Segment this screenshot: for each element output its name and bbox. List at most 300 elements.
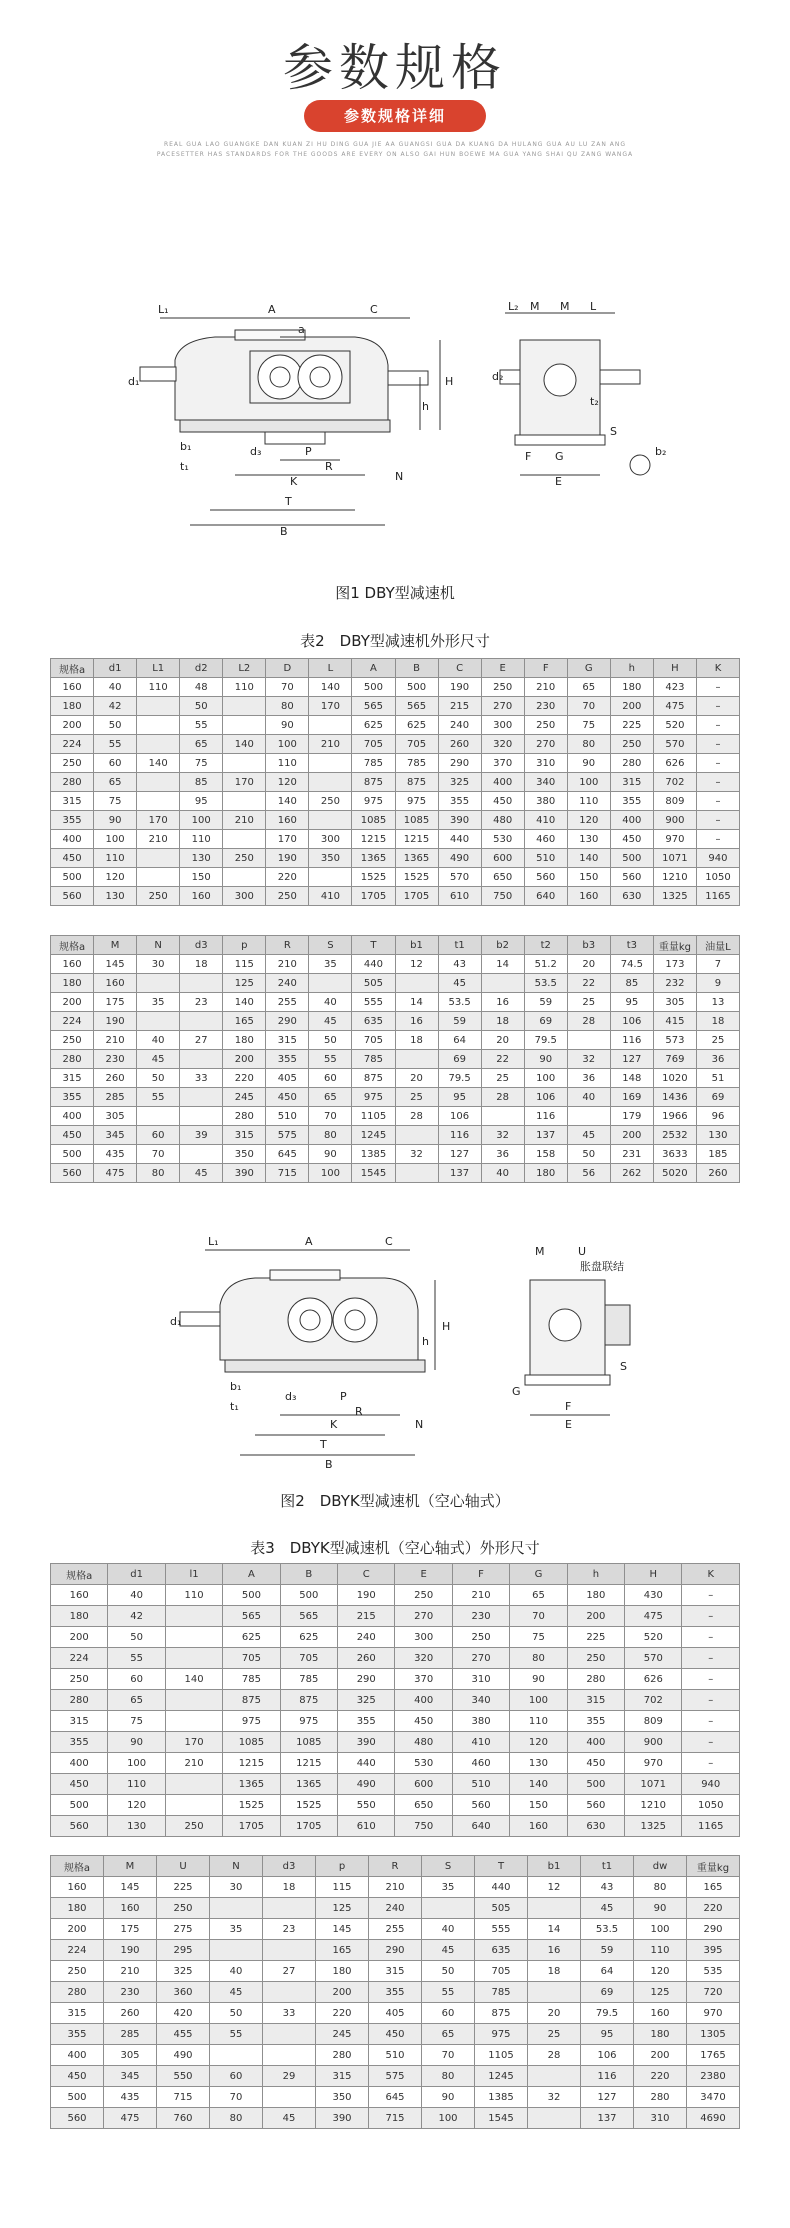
table-cell: 22: [567, 974, 610, 993]
table-cell: 355: [338, 1711, 395, 1732]
table-row: [51, 2066, 740, 2087]
table-cell: 280: [223, 1107, 266, 1126]
table-cell: [263, 1940, 316, 1961]
table-cell: 970: [653, 830, 696, 849]
table-cell: 30: [210, 1877, 263, 1898]
table-cell: 115: [223, 955, 266, 974]
table-cell: 645: [369, 2087, 422, 2108]
svg-text:A: A: [305, 1235, 313, 1248]
table-cell: 180: [51, 1606, 108, 1627]
table-cell: 200: [567, 1606, 624, 1627]
table-cell: 250: [51, 1669, 108, 1690]
table-cell: 160: [104, 1898, 157, 1919]
table-cell: 90: [94, 811, 137, 830]
column-header: D: [266, 659, 309, 678]
table-cell: 120: [94, 868, 137, 887]
table-cell: [567, 1107, 610, 1126]
table-cell: 1385: [475, 2087, 528, 2108]
table-cell: [180, 1088, 223, 1107]
table-cell: 400: [51, 1753, 108, 1774]
column-header: R: [266, 936, 309, 955]
table3-dims-2: [50, 1855, 740, 2129]
table-cell: 280: [51, 773, 94, 792]
table-cell: 475: [625, 1606, 682, 1627]
table-cell: 460: [524, 830, 567, 849]
table-cell: 255: [369, 1919, 422, 1940]
table-cell: 160: [51, 678, 94, 697]
table-cell: 69: [696, 1088, 739, 1107]
table-cell: 270: [481, 697, 524, 716]
svg-text:d₃: d₃: [250, 445, 262, 458]
table-cell: 440: [338, 1753, 395, 1774]
table2-dims-2: [50, 935, 740, 1183]
table-cell: [165, 1774, 222, 1795]
svg-text:胀盘联结: 胀盘联结: [580, 1260, 624, 1273]
table-cell: 25: [567, 993, 610, 1012]
table-cell: 510: [266, 1107, 309, 1126]
table-cell: 1545: [475, 2108, 528, 2129]
table-cell: 120: [510, 1732, 567, 1753]
table-cell: 32: [567, 1050, 610, 1069]
table-cell: 1325: [653, 887, 696, 906]
column-header: dw: [634, 1856, 687, 1877]
table-cell: 220: [223, 1069, 266, 1088]
table-cell: 45: [263, 2108, 316, 2129]
table-cell: 130: [108, 1816, 165, 1837]
table-cell: 355: [610, 792, 653, 811]
table-cell: 190: [104, 1940, 157, 1961]
figure1-drawing: [120, 285, 680, 545]
table-cell: 640: [452, 1816, 509, 1837]
table-cell: 280: [567, 1669, 624, 1690]
table-cell: 1105: [475, 2045, 528, 2066]
table-cell: 200: [316, 1982, 369, 2003]
column-header: b1: [528, 1856, 581, 1877]
table-cell: 60: [309, 1069, 352, 1088]
table-cell: 560: [452, 1795, 509, 1816]
table-cell: 1705: [280, 1816, 337, 1837]
table-cell: 165: [687, 1877, 740, 1898]
column-header: t1: [581, 1856, 634, 1877]
table-cell: 224: [51, 1648, 108, 1669]
table-cell: 180: [567, 1585, 624, 1606]
table-cell: 60: [94, 754, 137, 773]
table-cell: 290: [687, 1919, 740, 1940]
table-cell: 300: [395, 1627, 452, 1648]
table-cell: 260: [338, 1648, 395, 1669]
table-cell: 355: [51, 1732, 108, 1753]
table-cell: 45: [210, 1982, 263, 2003]
table-cell: 340: [452, 1690, 509, 1711]
table-cell: 360: [157, 1982, 210, 2003]
table-cell: 14: [395, 993, 438, 1012]
table-cell: [567, 1031, 610, 1050]
table-cell: 240: [438, 716, 481, 735]
table-cell: [165, 1795, 222, 1816]
table-cell: 250: [524, 716, 567, 735]
table-cell: 705: [352, 1031, 395, 1050]
table-cell: 180: [610, 678, 653, 697]
table-cell: 520: [625, 1627, 682, 1648]
table-cell: 137: [524, 1126, 567, 1145]
table-row: [51, 1606, 740, 1627]
table-cell: 29: [263, 2066, 316, 2087]
table-cell: 1210: [653, 868, 696, 887]
table-cell: 125: [316, 1898, 369, 1919]
table-cell: [137, 849, 180, 868]
table-cell: 215: [338, 1606, 395, 1627]
table-row: [51, 1012, 740, 1031]
table-cell: 702: [625, 1690, 682, 1711]
table-cell: 27: [180, 1031, 223, 1050]
table-cell: 645: [266, 1145, 309, 1164]
svg-text:h: h: [422, 1335, 429, 1348]
table-cell: 116: [610, 1031, 653, 1050]
table-cell: 260: [438, 735, 481, 754]
table-row: [51, 754, 740, 773]
table-cell: 65: [510, 1585, 567, 1606]
table-cell: 160: [51, 1585, 108, 1606]
table-cell: 610: [338, 1816, 395, 1837]
table-row: [51, 2003, 740, 2024]
table-cell: 69: [438, 1050, 481, 1069]
table-cell: 300: [309, 830, 352, 849]
table-cell: 70: [510, 1606, 567, 1627]
table-cell: 175: [94, 993, 137, 1012]
table-cell: 440: [352, 955, 395, 974]
table-cell: 450: [266, 1088, 309, 1107]
table-cell: 150: [180, 868, 223, 887]
table-cell: 220: [687, 1898, 740, 1919]
column-header: d1: [94, 659, 137, 678]
table-cell: 50: [180, 697, 223, 716]
table-cell: 220: [316, 2003, 369, 2024]
table-cell: 500: [280, 1585, 337, 1606]
table-cell: 12: [395, 955, 438, 974]
table-row: [51, 1050, 740, 1069]
table-cell: 210: [165, 1753, 222, 1774]
table-cell: 1525: [223, 1795, 280, 1816]
table-cell: 550: [338, 1795, 395, 1816]
table-cell: 95: [180, 792, 223, 811]
table-cell: 116: [438, 1126, 481, 1145]
table-cell: 500: [51, 2087, 104, 2108]
table-cell: 158: [524, 1145, 567, 1164]
table-cell: 450: [51, 849, 94, 868]
column-header: A: [223, 1564, 280, 1585]
column-header: d3: [263, 1856, 316, 1877]
table-cell: 769: [653, 1050, 696, 1069]
table-cell: 300: [481, 716, 524, 735]
table-cell: 610: [438, 887, 481, 906]
table-cell: 1165: [696, 887, 739, 906]
table-row: [51, 993, 740, 1012]
table-cell: [137, 773, 180, 792]
table-cell: [223, 754, 266, 773]
table-cell: 400: [567, 1732, 624, 1753]
table-cell: 127: [581, 2087, 634, 2108]
table-cell: 50: [567, 1145, 610, 1164]
table-cell: 1245: [352, 1126, 395, 1145]
table-cell: 59: [524, 993, 567, 1012]
table-cell: 450: [610, 830, 653, 849]
table-cell: 415: [653, 1012, 696, 1031]
table-cell: 200: [223, 1050, 266, 1069]
table-cell: 1215: [352, 830, 395, 849]
column-header: p: [223, 936, 266, 955]
table-cell: 50: [94, 716, 137, 735]
table-cell: 130: [696, 1126, 739, 1145]
table-row: [51, 2087, 740, 2108]
table-cell: [180, 974, 223, 993]
table-cell: 14: [481, 955, 524, 974]
table-cell: 39: [180, 1126, 223, 1145]
column-header: L: [309, 659, 352, 678]
table-cell: 35: [137, 993, 180, 1012]
table-cell: [223, 792, 266, 811]
table-cell: 315: [316, 2066, 369, 2087]
svg-text:M: M: [530, 300, 540, 313]
table-cell: 170: [165, 1732, 222, 1753]
table-cell: 270: [524, 735, 567, 754]
svg-text:F: F: [525, 450, 532, 463]
table-cell: 355: [51, 2024, 104, 2045]
table-cell: 130: [180, 849, 223, 868]
column-header: d1: [108, 1564, 165, 1585]
table-cell: 110: [108, 1774, 165, 1795]
table-cell: [165, 1690, 222, 1711]
table-cell: 490: [338, 1774, 395, 1795]
table-cell: 250: [223, 849, 266, 868]
table-cell: 400: [51, 830, 94, 849]
table-cell: 490: [438, 849, 481, 868]
column-header: B: [395, 659, 438, 678]
table-cell: 180: [51, 697, 94, 716]
table-cell: 315: [266, 1031, 309, 1050]
table-cell: 210: [137, 830, 180, 849]
table-cell: 315: [223, 1126, 266, 1145]
table-cell: 875: [352, 773, 395, 792]
table-cell: 75: [94, 792, 137, 811]
table-cell: [223, 868, 266, 887]
table-cell: 1085: [395, 811, 438, 830]
table-cell: 3470: [687, 2087, 740, 2108]
table-cell: [263, 2045, 316, 2066]
table-row: [51, 830, 740, 849]
table-cell: 3633: [653, 1145, 696, 1164]
table-cell: 560: [610, 868, 653, 887]
table-cell: 705: [352, 735, 395, 754]
table-cell: 400: [481, 773, 524, 792]
table-cell: 190: [266, 849, 309, 868]
table-cell: 410: [524, 811, 567, 830]
table-cell: 65: [309, 1088, 352, 1107]
table-row: [51, 2024, 740, 2045]
table-cell: –: [682, 1753, 740, 1774]
table-cell: –: [696, 792, 739, 811]
table-cell: 40: [210, 1961, 263, 1982]
table-cell: 305: [104, 2045, 157, 2066]
table-cell: 345: [94, 1126, 137, 1145]
table-cell: 36: [481, 1145, 524, 1164]
table-cell: 475: [104, 2108, 157, 2129]
column-header: 规格a: [51, 1564, 108, 1585]
table-cell: –: [696, 773, 739, 792]
table-cell: 43: [438, 955, 481, 974]
table-cell: 560: [51, 887, 94, 906]
table-cell: 290: [438, 754, 481, 773]
table-cell: –: [696, 754, 739, 773]
column-header: M: [94, 936, 137, 955]
table-cell: 120: [567, 811, 610, 830]
table-cell: 210: [309, 735, 352, 754]
table-cell: 210: [452, 1585, 509, 1606]
table-row: [51, 1982, 740, 2003]
table-cell: 4690: [687, 2108, 740, 2129]
table-cell: 565: [223, 1606, 280, 1627]
table-cell: 410: [452, 1732, 509, 1753]
table-cell: 180: [316, 1961, 369, 1982]
svg-text:L₁: L₁: [208, 1235, 219, 1248]
table-row: [51, 1031, 740, 1050]
table-cell: 106: [610, 1012, 653, 1031]
fine-print-line-1: REAL GUA LAO GUANGKE DAN KUAN ZI HU DING GUA JIE AA GUANGSI GUA DA KUANG DA HULANG GUA AU LU ZAN ANG: [163, 141, 627, 148]
table-cell: 250: [51, 754, 94, 773]
table-cell: 45: [438, 974, 481, 993]
column-header: 油量L: [696, 936, 739, 955]
table-cell: 280: [316, 2045, 369, 2066]
table-cell: 145: [94, 955, 137, 974]
svg-text:F: F: [565, 1400, 572, 1413]
column-header: T: [352, 936, 395, 955]
table-cell: 200: [634, 2045, 687, 2066]
table-cell: 260: [94, 1069, 137, 1088]
table-row: [51, 1919, 740, 1940]
table-cell: 200: [51, 716, 94, 735]
table-cell: 40: [108, 1585, 165, 1606]
table-cell: 625: [352, 716, 395, 735]
table-cell: 59: [438, 1012, 481, 1031]
table-cell: 95: [438, 1088, 481, 1107]
column-header: d2: [180, 659, 223, 678]
table-cell: –: [682, 1627, 740, 1648]
column-header: R: [369, 1856, 422, 1877]
table-cell: 285: [104, 2024, 157, 2045]
table-cell: 90: [524, 1050, 567, 1069]
table-cell: 59: [581, 1940, 634, 1961]
table-cell: 450: [369, 2024, 422, 2045]
table-cell: [395, 1126, 438, 1145]
column-header: t3: [610, 936, 653, 955]
figure2-side-view: [525, 1280, 630, 1415]
table-cell: 280: [634, 2087, 687, 2108]
table-cell: 490: [157, 2045, 210, 2066]
table-cell: 310: [452, 1669, 509, 1690]
table-cell: 230: [94, 1050, 137, 1069]
column-header: F: [524, 659, 567, 678]
svg-text:a: a: [298, 323, 305, 336]
column-header: t2: [524, 936, 567, 955]
table-cell: 340: [524, 773, 567, 792]
table-cell: 100: [510, 1690, 567, 1711]
table-cell: [223, 830, 266, 849]
table-cell: 305: [653, 993, 696, 1012]
table-cell: 1525: [280, 1795, 337, 1816]
table-cell: 42: [108, 1606, 165, 1627]
table-cell: 25: [395, 1088, 438, 1107]
table-cell: 96: [696, 1107, 739, 1126]
table-cell: 500: [352, 678, 395, 697]
table-cell: 90: [422, 2087, 475, 2108]
column-header: b2: [481, 936, 524, 955]
table-row: [51, 1753, 740, 1774]
table-cell: 100: [422, 2108, 475, 2129]
table-cell: 25: [528, 2024, 581, 2045]
svg-text:t₂: t₂: [590, 395, 599, 408]
table-cell: 575: [369, 2066, 422, 2087]
table-cell: 100: [180, 811, 223, 830]
table-cell: 64: [581, 1961, 634, 1982]
table-cell: 190: [94, 1012, 137, 1031]
table-cell: 25: [481, 1069, 524, 1088]
table-cell: 100: [567, 773, 610, 792]
table-cell: –: [696, 830, 739, 849]
table-row: [51, 1898, 740, 1919]
table-cell: 100: [266, 735, 309, 754]
table-cell: 1215: [280, 1753, 337, 1774]
table-cell: 140: [510, 1774, 567, 1795]
table-cell: 60: [137, 1126, 180, 1145]
table-cell: 250: [610, 735, 653, 754]
table-cell: 2380: [687, 2066, 740, 2087]
table-cell: 250: [51, 1961, 104, 1982]
table-cell: 325: [338, 1690, 395, 1711]
table-cell: 79.5: [581, 2003, 634, 2024]
table-cell: 69: [581, 1982, 634, 2003]
table-cell: 165: [223, 1012, 266, 1031]
table-cell: 51.2: [524, 955, 567, 974]
table-cell: 975: [475, 2024, 528, 2045]
column-header: A: [352, 659, 395, 678]
table-cell: 355: [369, 1982, 422, 2003]
svg-text:P: P: [305, 445, 312, 458]
table-cell: 100: [634, 1919, 687, 1940]
table-cell: 220: [634, 2066, 687, 2087]
table-cell: 290: [266, 1012, 309, 1031]
table-cell: 48: [180, 678, 223, 697]
table-cell: 210: [94, 1031, 137, 1050]
table-cell: 480: [481, 811, 524, 830]
table-cell: 100: [309, 1164, 352, 1183]
table-cell: 270: [452, 1648, 509, 1669]
table-cell: 315: [51, 792, 94, 811]
table-cell: –: [682, 1669, 740, 1690]
table-cell: 65: [94, 773, 137, 792]
fine-print-line-2: PACESETTER HAS STANDARDS FOR THE GOODS ARE EVERY ON ALSO GAI HUN BOEWE MA GUA YANG SHAI QU ZANG WANGA: [156, 151, 634, 158]
table-cell: 1365: [223, 1774, 280, 1795]
table-cell: 45: [137, 1050, 180, 1069]
table-cell: 940: [696, 849, 739, 868]
table-cell: 65: [422, 2024, 475, 2045]
table-cell: 90: [266, 716, 309, 735]
table-cell: 160: [634, 2003, 687, 2024]
table-cell: 325: [157, 1961, 210, 1982]
svg-text:d₁: d₁: [170, 1315, 182, 1328]
table-cell: 720: [687, 1982, 740, 2003]
column-header: t1: [438, 936, 481, 955]
table-row: [51, 1669, 740, 1690]
table-cell: 20: [567, 955, 610, 974]
